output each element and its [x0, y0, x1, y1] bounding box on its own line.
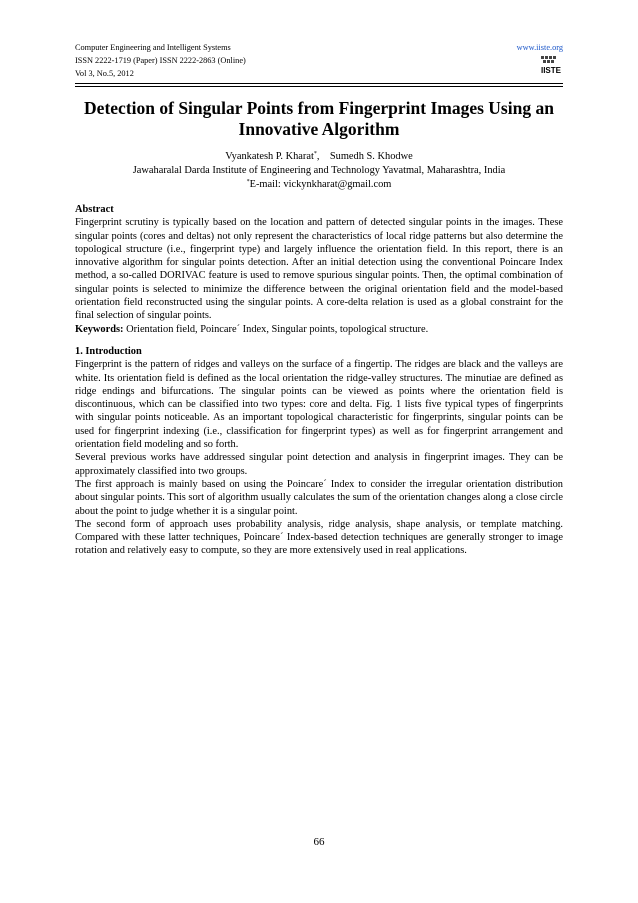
intro-paragraph-1: Fingerprint is the pattern of ridges and valleys on the surface of a fingertip. The ridges are black and the valleys are white. Its orientation field is defined as the local orientation the ridge-valley structures. The minutiae are defined as ridge endings and bifurcations. The singular points can be viewed as points where the orientation field is discontinuous, which can be classified into two types: core and delta. Fig. 1 lists five typical types of fingerprints with singular points noticeable. As an important topological characteristic for fingerprints, singular points can be used for fingerprint indexing (i.e., classification for fingerprint types) as well as for fingerprint arrangement and orientation field modeling and so forth.	[75, 359, 563, 451]
journal-url[interactable]: www.iiste.org	[516, 43, 563, 52]
journal-name: Computer Engineering and Intelligent Systems	[75, 43, 231, 52]
author-1: Vyankatesh P. Kharat	[225, 151, 314, 162]
abstract-heading: Abstract	[75, 204, 114, 215]
email-mark: *	[246, 179, 250, 185]
intro-paragraph-4: The second form of approach uses probability analysis, ridge analysis, shape analysis, or template matching. Compared with these latter techniques, Poincare´ Index-based detection techniques are generally stronger to image rotation and relatively easy to compute, so they are more extensively used in real applications.	[75, 518, 563, 557]
introduction-heading: 1. Introduction	[75, 346, 142, 357]
svg-text:IISTE: IISTE	[540, 66, 562, 75]
paper-title	[75, 98, 563, 140]
page-number: 66	[313, 836, 325, 848]
affiliation: Jawaharalal Darda Institute of Engineering and Technology Yavatmal, Maharashtra, India	[132, 165, 506, 176]
abstract-section	[75, 203, 563, 336]
header-rule-top	[75, 83, 563, 84]
author-line: Vyankatesh P. Kharat*, Sumedh S. Khodwe	[225, 151, 413, 162]
abstract-text: Fingerprint scrutiny is typically based on the location and pattern of detected singular points in the images. These singular points (cores and deltas) not only represent the characteristics of local ridge patterns but also determine the topological structure (i.e., fingerprint type) and largely influence the orientation field. In this report, there is an innovative algorithm for singular points detection. After an initial detection using the conventional Poincare Index method, a so-called DORIVAC feature is used to remove spurious singular points. Then, the optimal combination of singular points is selected to minimize the difference between the original orientation field and the model-based orientation field reconstructed using the singular points. A core-delta relation is used as a global constraint for the final selection of singular points.	[75, 217, 563, 322]
header-rule-bottom	[75, 86, 563, 87]
intro-paragraph-2: Several previous works have addressed singular point detection and analysis in fingerprint images. They can be approximately classified into two groups.	[75, 452, 563, 477]
title-line-1: Detection of Singular Points from Fingerprint Images Using an	[84, 98, 554, 118]
keywords-line	[75, 323, 563, 336]
author-1-mark: *	[313, 151, 317, 157]
volume-line: Vol 3, No.5, 2012	[75, 69, 134, 78]
email: E-mail: vickynkharat@gmail.com	[249, 179, 392, 190]
author-2: Sumedh S. Khodwe	[329, 151, 413, 162]
keywords-label: Keywords:	[75, 323, 124, 335]
issn-line: ISSN 2222-1719 (Paper) ISSN 2222-2863 (Online)	[75, 56, 246, 65]
intro-paragraph-3: The first approach is mainly based on using the Poincare´ Index to consider the irregular orientation distribution about singular points. This sort of algorithm usually calculates the sum of the orientation changes along a close circle about the point to judge whether it is a singular point.	[75, 478, 563, 517]
email-line	[75, 179, 563, 191]
introduction-section	[75, 345, 563, 558]
keywords-text: Orientation field, Poincare´ Index, Singular points, topological structure.	[126, 323, 429, 335]
iiste-logo-icon	[540, 55, 562, 75]
title-line-2: Innovative Algorithm	[238, 119, 400, 139]
